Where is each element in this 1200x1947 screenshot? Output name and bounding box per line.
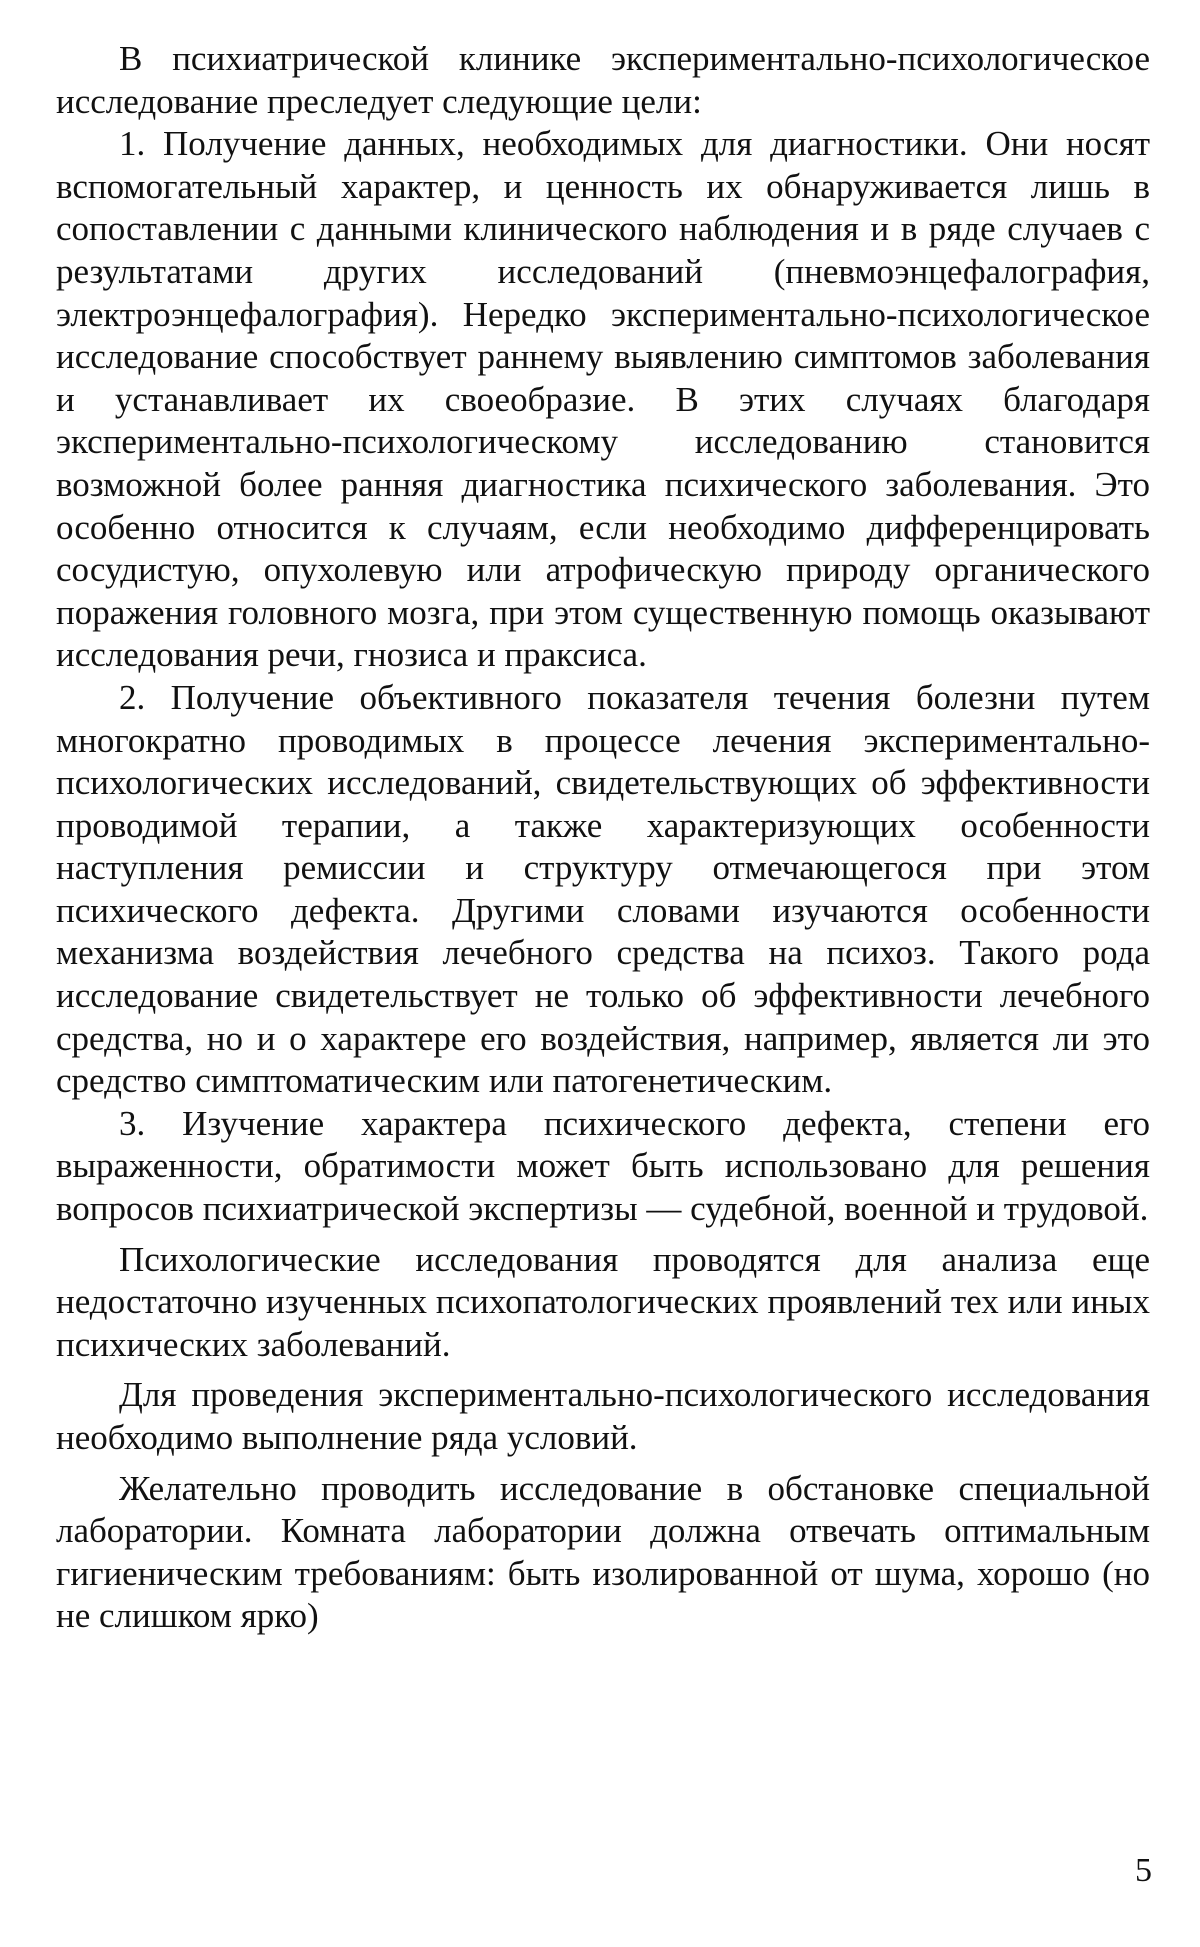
page-text-block [56, 38, 1150, 1638]
paragraph-research-analysis: Психологические исследования проводятся для анализа еще недостаточно изученных психопатологических проявлений тех или иных психических заболеваний. [56, 1239, 1150, 1364]
paragraph-goal-3: 3. Изучение характера психического дефекта, степени его выраженности, обратимости может быть использовано для решения вопросов психиатрической экспертизы — судебной, военной и трудовой. [56, 1103, 1150, 1229]
page-number: 5 [1135, 1852, 1152, 1889]
paragraph-intro: В психиатрической клинике экспериментально-психологическое исследование преследует следующие цели: [56, 39, 1150, 121]
paragraph-laboratory: Желательно проводить исследование в обстановке специальной лаборатории. Комната лаборатории должна отвечать оптимальным гигиеническим требованиям: быть изолированной от шума, хорошо (но не слишком ярко) [56, 1468, 1150, 1636]
paragraph-conditions: Для проведения экспериментально-психологического исследования необходимо выполнение ряда условий. [56, 1375, 1150, 1457]
paragraph-goal-1: 1. Получение данных, необходимых для диагностики. Они носят вспомогательный характер, и ценность их обнаруживается лишь в сопоставлении с данными клинического наблюдения и в ряде случаев с результатами других исследований (пневмоэнцефалография, электроэнцефалография). Нередко экспериментально-психологическое исследование способствует раннему выявлению симптомов заболевания и устанавливает их своеобразие. В этих случаях благодаря экспериментально-психологическому исследованию становится возможной более ранняя диагностика психического заболевания. Это особенно относится к случаям, если необходимо дифференцировать сосудистую, опухолевую или атрофическую природу органического поражения головного мозга, при этом существенную помощь оказывают исследования речи, гнозиса и праксиса. [56, 124, 1150, 675]
paragraph-goal-2: 2. Получение объективного показателя течения болезни путем многократно проводимых в процессе лечения экспериментально-психологических исследований, свидетельствующих об эффективности проводимой терапии, а также характеризующих особенности наступления ремиссии и структуру отмечающегося при этом психического дефекта. Другими словами изучаются особенности механизма воздействия лечебного средства на психоз. Такого рода исследование свидетельствует не только об эффективности лечебного средства, но и о характере его воздействия, например, является ли это средство симптоматическим или патогенетическим. [56, 677, 1150, 1101]
